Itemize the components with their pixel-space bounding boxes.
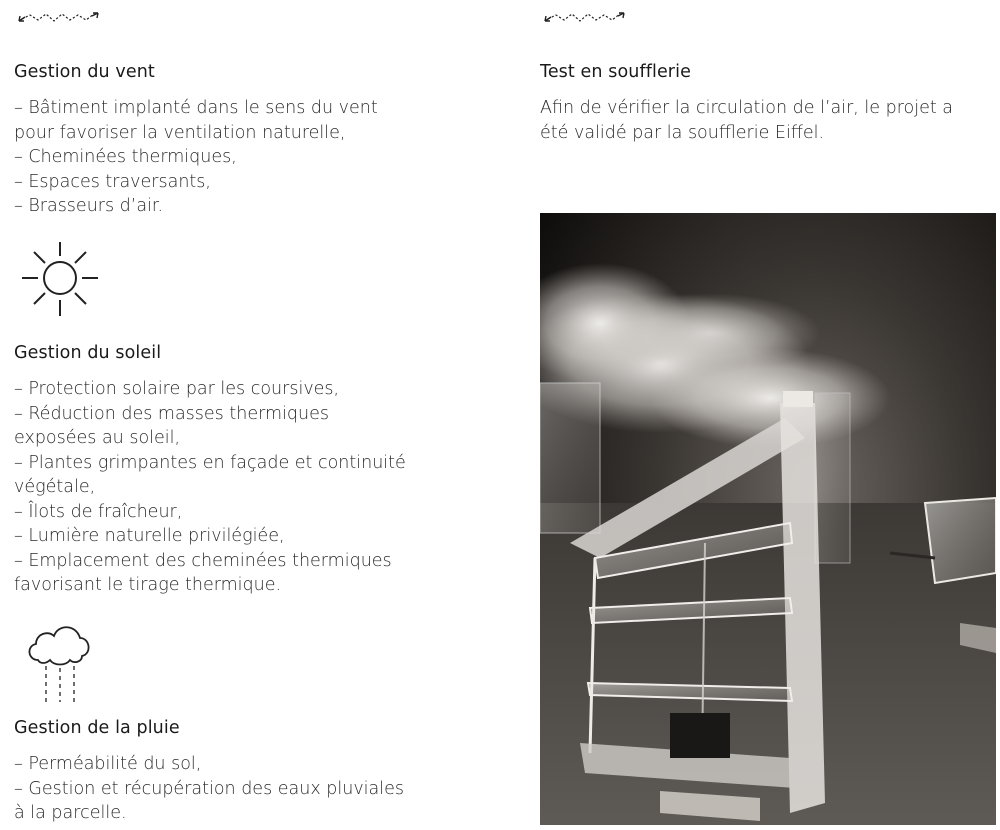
text-line: – Gestion et récupération des eaux pluviales [14, 778, 405, 799]
wind-tunnel-test-text [540, 96, 953, 145]
text-line: – Emplacement des cheminées thermiques [14, 550, 392, 571]
sun-management-text [14, 377, 406, 598]
wind-tunnel-model-photo [540, 213, 996, 825]
text-line: – Brasseurs d’air. [14, 196, 164, 216]
rain-cloud-icon [24, 616, 94, 706]
text-line: – Cheminées thermiques, [14, 147, 237, 167]
wind-tunnel-test-title: Test en soufflerie [540, 62, 691, 82]
sun-management-title: Gestion du soleil [14, 343, 162, 363]
text-line: – Îlots de fraîcheur, [14, 501, 183, 522]
text-line: végétale, [14, 477, 96, 497]
text-line: – Espaces traversants, [14, 171, 211, 192]
rain-management-title: Gestion de la pluie [14, 718, 180, 738]
text-line: – Bâtiment implanté dans le sens du vent [14, 98, 378, 118]
text-line: – Réduction des masses thermiques [14, 403, 329, 424]
sun-icon [18, 240, 102, 320]
text-line: exposées au soleil, [14, 428, 181, 448]
wind-management-text [14, 96, 378, 219]
rain-management-text [14, 752, 404, 826]
text-line: – Lumière naturelle privilégiée, [14, 526, 285, 546]
wind-management-title: Gestion du vent [14, 62, 155, 82]
text-line: – Perméabilité du sol, [14, 754, 202, 774]
text-line: – Plantes grimpantes en façade et continuité [14, 452, 406, 473]
wind-arrows-icon [16, 8, 104, 26]
text-line: favorisant le tirage thermique. [14, 575, 282, 595]
text-line: pour favoriser la ventilation naturelle, [14, 122, 346, 143]
text-line: été validé par la soufflerie Eiffel. [540, 122, 825, 143]
text-line: à la parcelle. [14, 803, 127, 823]
text-line: Afin de vérifier la circulation de l’air, le projet a [540, 98, 954, 118]
wind-arrows-icon [542, 8, 630, 26]
text-line: – Protection solaire par les coursives, [14, 379, 340, 399]
